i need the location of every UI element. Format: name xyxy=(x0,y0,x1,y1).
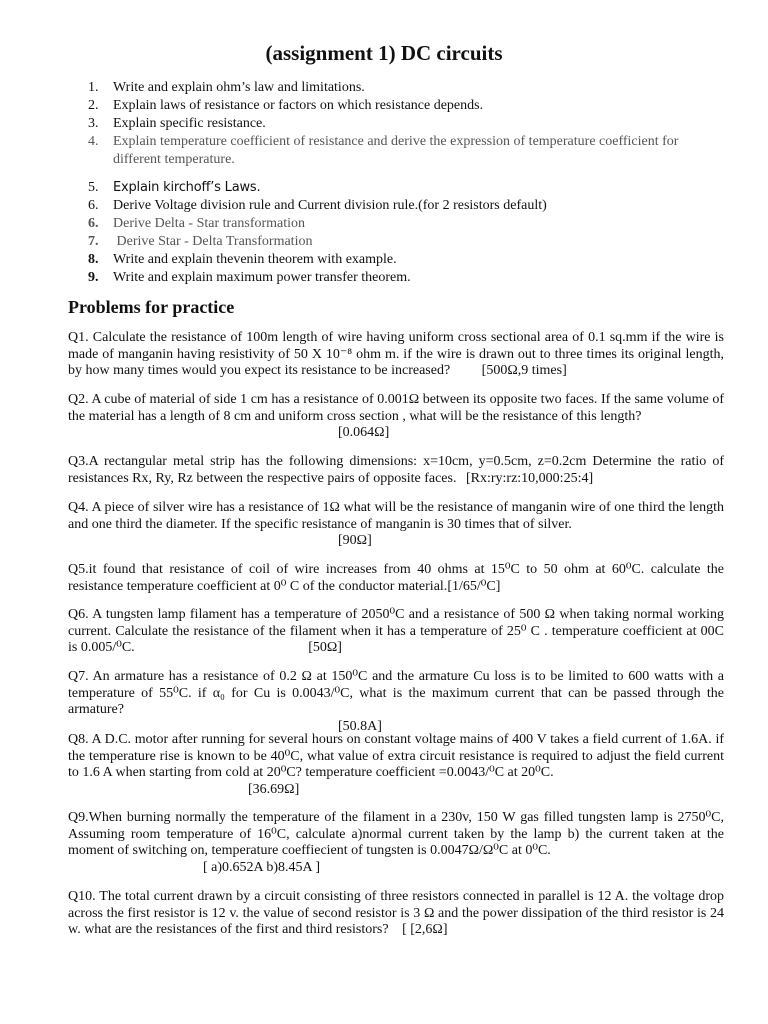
answer: [Rx:ry:rz:10,000:25:4] xyxy=(465,470,594,486)
list-item: 4. Explain temperature coefficient of resistance and derive the expression of temperature coefficient for different temperature. xyxy=(88,134,679,167)
problem-q4: Q4. A piece of silver wire has a resistance of 1Ω what will be the resistance of manganin wire of one third the length and one third the diameter. If the specific resistance of manganin is 30 times that of silver. [90Ω] xyxy=(68,500,724,548)
list-item: 7. Derive Star - Delta Transformation xyxy=(88,234,313,249)
answer: [ a)0.652A b)8.45A ] xyxy=(203,859,321,875)
answer: [0.064Ω] xyxy=(338,425,390,440)
answer: [ [2,6Ω] xyxy=(402,922,448,937)
problem-q10: Q10. The total current drawn by a circuit consisting of three resistors connected in parallel is 12 A. the voltage drop across the first resistor is 12 v. the value of second resistor is 3 Ω and the power dissipation of the third resistor is 24 w. what are the resistances of the first and third resistors? [ [2,6Ω] xyxy=(68,889,724,937)
answer: [1/65/⁰C] xyxy=(447,578,501,594)
list-item: 2. Explain laws of resistance or factors on which resistance depends. xyxy=(88,98,484,113)
list-item: 5. Explain kirchoff’s Laws. xyxy=(88,180,261,195)
problems-heading: Problems for practice xyxy=(68,297,235,317)
answer: [50.8A] xyxy=(338,718,382,734)
theory-question-list xyxy=(88,79,728,287)
answer: [90Ω] xyxy=(338,533,372,548)
problem-q9: Q9.When burning normally the temperature of the filament in a 230v, 150 W gas filled tungsten lamp is 2750⁰C, Assuming room temperature of 16⁰C, calculate a)normal current taken by the lamp b) the current taken at the moment of switching on, temperature coeffiecient of tungsten is 0.0047Ω/Ω⁰C at 0⁰C. [ a)0.652A b)8.45A ] xyxy=(68,810,724,875)
problem-q7: Q7. An armature has a resistance of 0.2 Ω at 150⁰C and the armature Cu loss is to be limited to 600 watts with a temperature of 55⁰C. if α₀ for Cu is 0.0043/⁰C, what is the maximum current that can be passed through the armature? [50.8A] xyxy=(68,669,724,734)
answer: [50Ω] xyxy=(308,640,342,655)
list-item: 6. Derive Voltage division rule and Current division rule.(for 2 resistors default) xyxy=(88,198,547,213)
problem-q2: Q2. A cube of material of side 1 cm has a resistance of 0.001Ω between its opposite two faces. If the same volume of the material has a length of 8 cm and uniform cross section , what will be the resistance of this length? [0.064Ω] xyxy=(68,392,724,440)
list-item: 9. Write and explain maximum power transfer theorem. xyxy=(88,270,411,285)
problem-q5: Q5.it found that resistance of coil of wire increases from 40 ohms at 15⁰C to 50 ohm at 60⁰C. calculate the resistance temperature coefficient at 0⁰ C of the conductor material.[1/65/⁰C] xyxy=(68,562,724,594)
answer: [36.69Ω] xyxy=(248,781,300,797)
list-item: 1. Write and explain ohm’s law and limitations. xyxy=(88,80,365,95)
document-title: (assignment 1) DC circuits xyxy=(265,41,503,65)
problem-q1: Q1. Calculate the resistance of 100m length of wire having uniform cross sectional area of 0.1 sq.mm if the wire is made of manganin having resistivity of 50 X 10⁻⁸ ohm m. if the wire is drawn out to three times its original length, by how many times would you expect its resistance to be increased? [500Ω,9 times] xyxy=(68,330,724,378)
problem-q8: Q8. A D.C. motor after running for several hours on constant voltage mains of 400 V takes a field current of 1.6A. if the temperature rise is known to be 40⁰C, what value of extra circuit resistance is required to adjust the field current to 1.6 A when starting from cold at 20⁰C? temperature coefficient =0.0043/⁰C at 20⁰C. [36.69Ω] xyxy=(68,732,724,797)
list-item: 3. Explain specific resistance. xyxy=(88,116,266,131)
list-item: 8. Write and explain thevenin theorem with example. xyxy=(88,252,397,267)
answer: [500Ω,9 times] xyxy=(481,363,567,378)
problem-q3: Q3.A rectangular metal strip has the following dimensions: x=10cm, y=0.5cm, z=0.2cm Determine the ratio of resistances Rx, Ry, Rz between the respective pairs of opposite faces. [Rx:ry:rz:10,000:25:4] xyxy=(68,454,724,486)
list-item: 6. Derive Delta - Star transformation xyxy=(88,216,306,231)
problem-q6: Q6. A tungsten lamp filament has a temperature of 2050⁰C and a resistance of 500 Ω when taking normal working current. Calculate the resistance of the filament when it has a temperature of 25⁰ C . temperature coefficient at 00C is 0.005/⁰C. [50Ω] xyxy=(68,607,724,655)
